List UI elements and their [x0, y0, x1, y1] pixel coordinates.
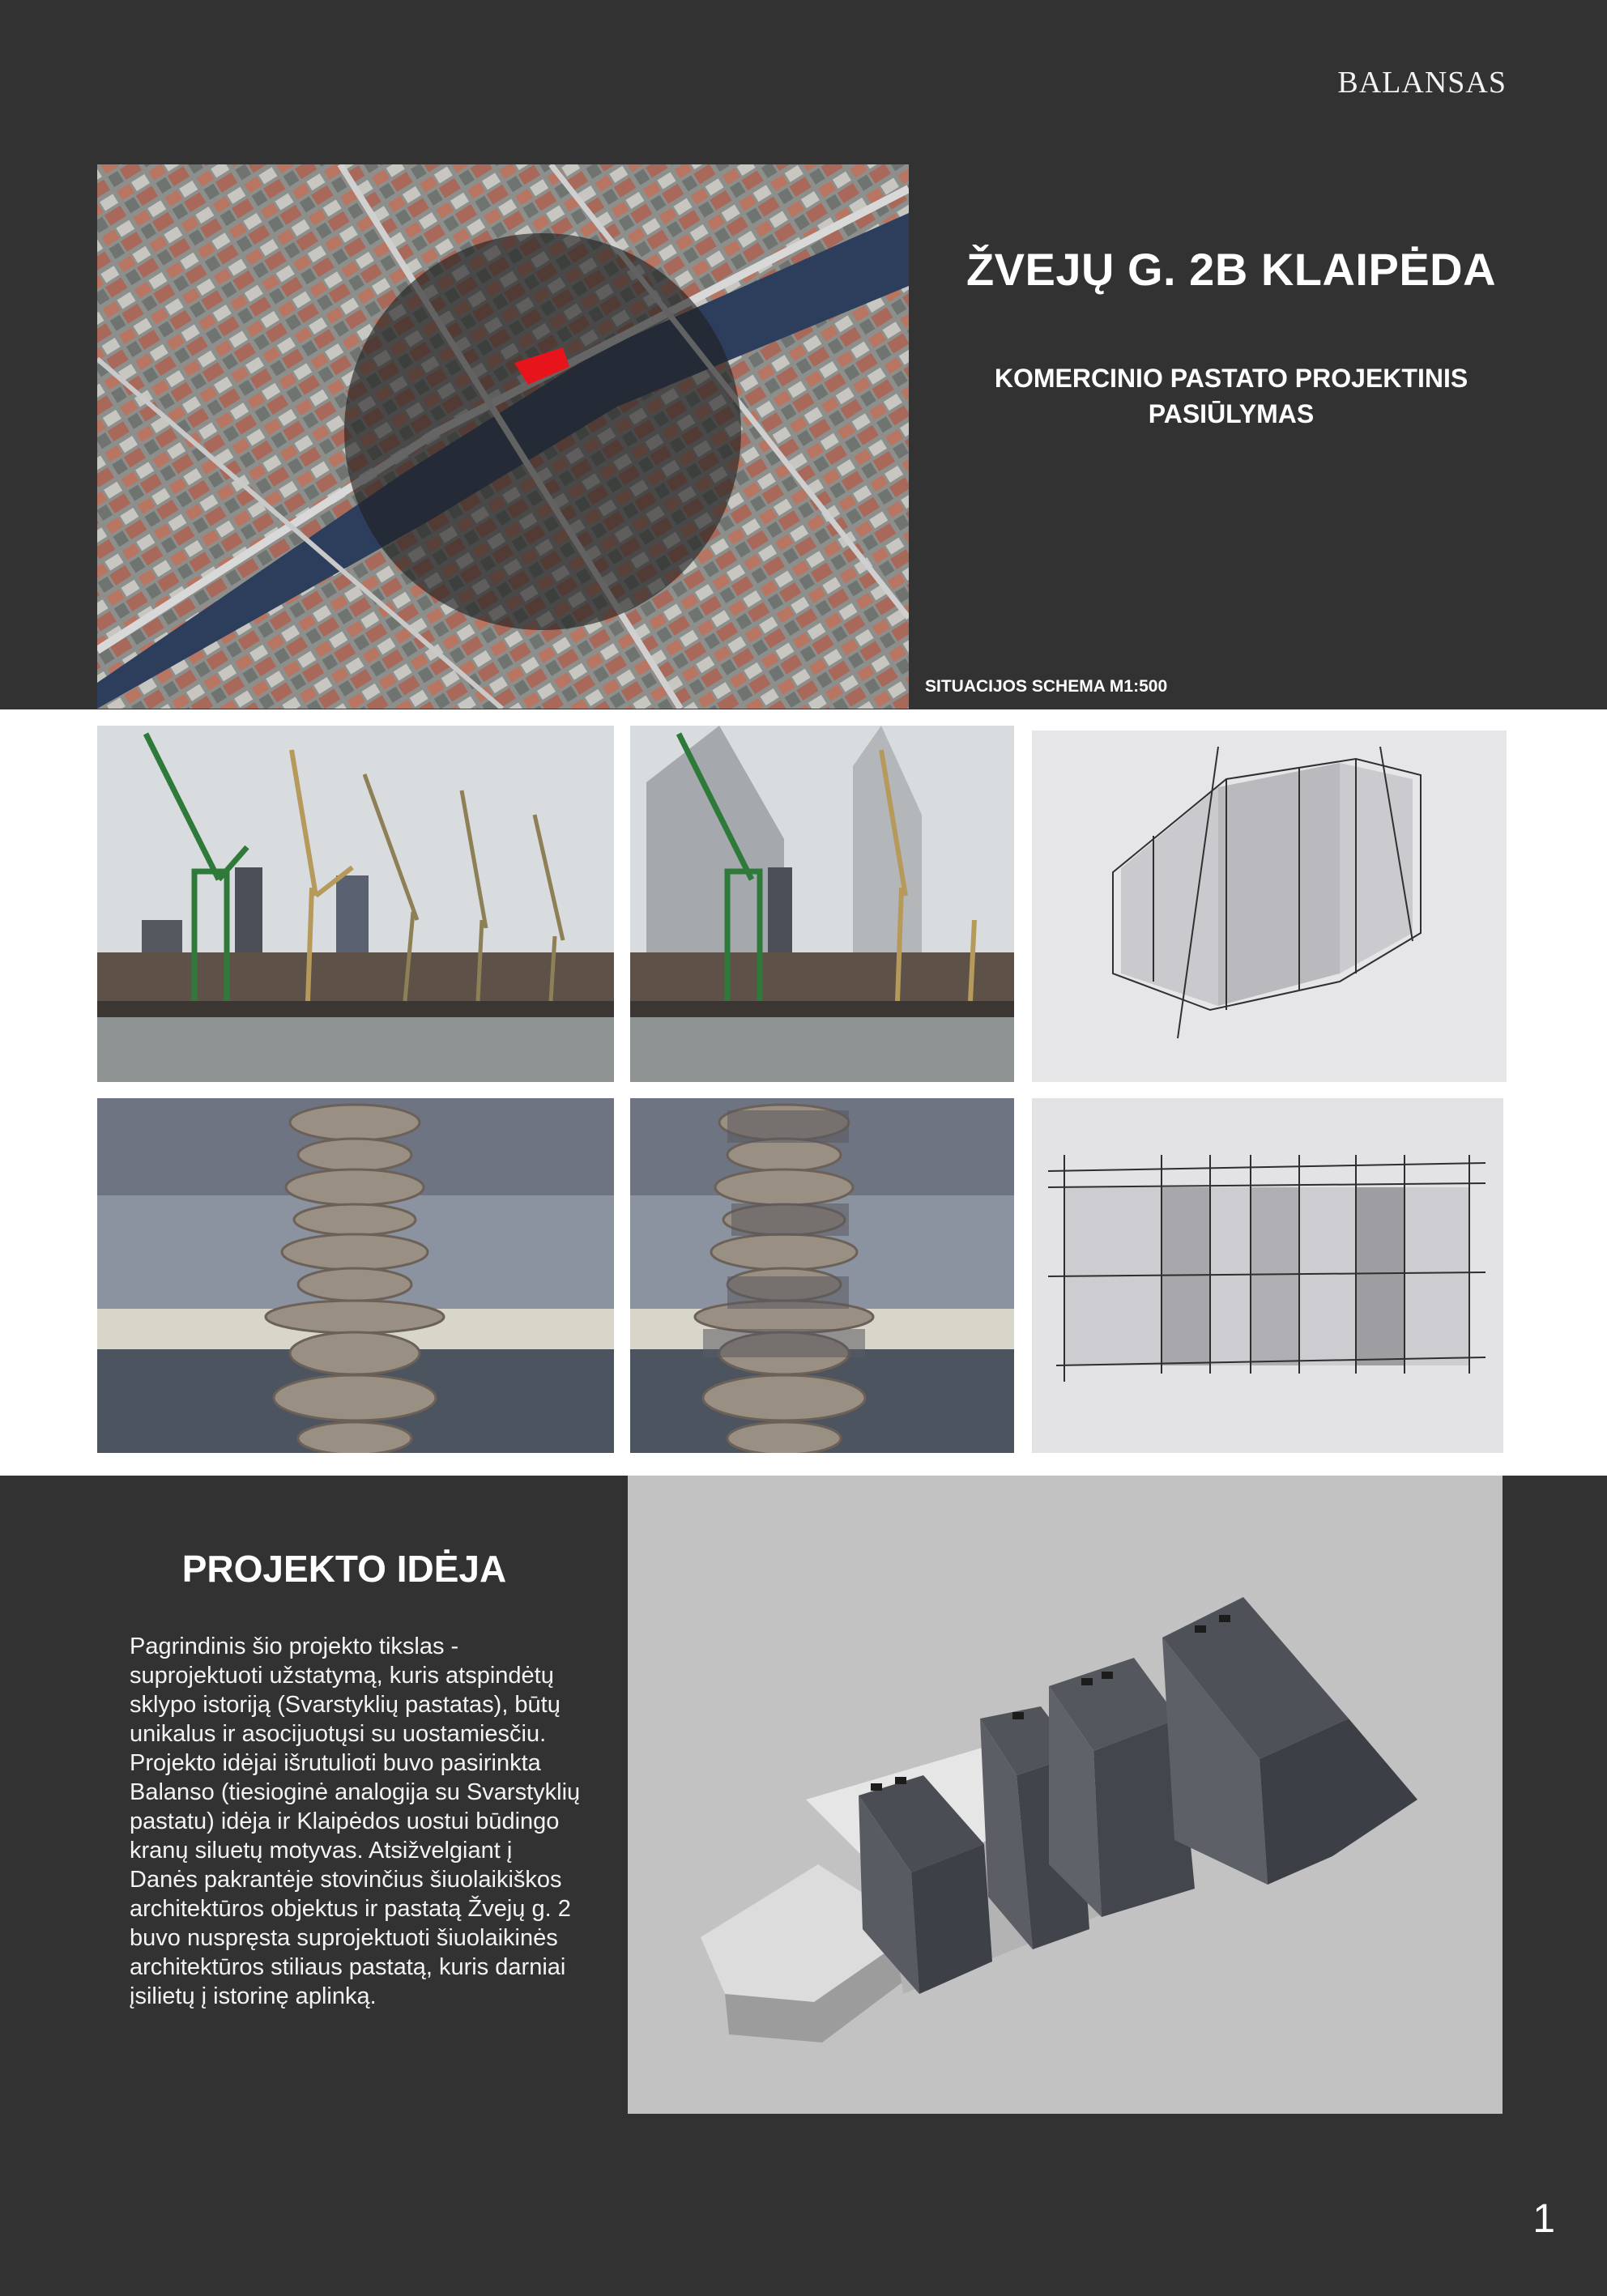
idea-line: pastatu) idėja ir Klaipėdos uostui būdingo: [130, 1808, 560, 1834]
building-render-image: [628, 1476, 1503, 2114]
stone-stack-overlay: [630, 1098, 1014, 1453]
idea-line: suprojektuoti užstatymą, kuris atspindėtų: [130, 1663, 554, 1689]
idea-line: Danės pakrantėje stovinčius šiuolaikiškos: [130, 1867, 562, 1893]
idea-description: [130, 1632, 583, 2011]
idea-line: Balanso (tiesioginė analogija su Svarstyklių: [130, 1779, 581, 1805]
idea-title: PROJEKTO IDĖJA: [181, 1548, 507, 1590]
idea-line: sklypo istoriją (Svarstyklių pastatas), būtų: [130, 1692, 561, 1718]
cranes-photo: [97, 726, 614, 1082]
idea-line: įsilietų į istorinę aplinką.: [130, 1983, 377, 2009]
idea-line: Projekto idėjai išrutulioti buvo pasirinkta: [130, 1750, 541, 1776]
idea-line: kranų siluetų motyvas. Atsižvelgiant į: [130, 1838, 513, 1864]
page-subtitle: KOMERCINIO PASTATO PROJEKTINIS PASIŪLYMAS: [994, 364, 1468, 428]
site-map-image: [97, 164, 909, 709]
stone-stack-photo: [97, 1098, 614, 1453]
page-title: ŽVEJŲ G. 2B KLAIPĖDA: [965, 244, 1497, 295]
idea-line: Pagrindinis šio projekto tikslas -: [130, 1634, 459, 1659]
idea-line: buvo nuspręsta suprojektuoti šiuolaikinės: [130, 1925, 558, 1951]
idea-line: architektūros stiliaus pastatą, kuris darniai: [130, 1954, 566, 1980]
brand-name: BALANSAS: [1337, 66, 1507, 100]
idea-line: architektūros objektus ir pastatą Žvejų g. 2: [130, 1896, 571, 1922]
page-number: 1: [1532, 2196, 1555, 2241]
idea-line: unikalus ir asocijuotųsi su uostamiesčiu.: [130, 1721, 547, 1747]
facade-sketch: [1032, 1098, 1503, 1453]
cranes-overlay: [630, 726, 1014, 1082]
map-caption: SITUACIJOS SCHEMA M1:500: [925, 677, 1168, 696]
perspective-sketch: [1032, 731, 1507, 1082]
